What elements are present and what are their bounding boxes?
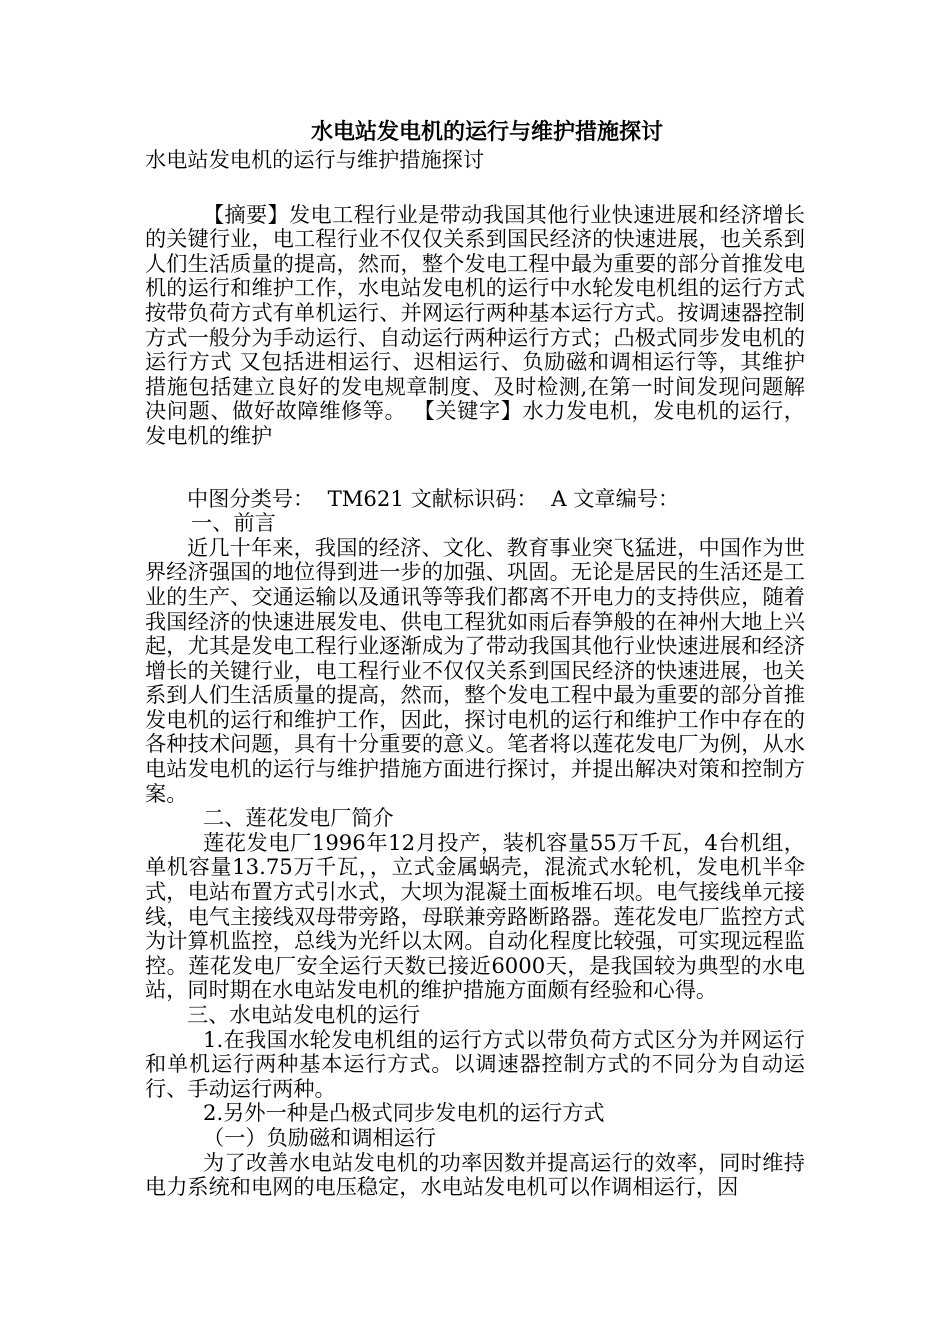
subsection-heading-1: （一）负励磁和调相运行 [203,1124,437,1150]
section-body-1: 近几十年来，我国的经济、文化、教育事业突飞猛进，中国作为世界经济强国的地位得到进一步的加强、巩固。无论是居民的生活还是工业的生产、交通运输以及通讯等等我们都离不开电力的支持供应，随着我国经济的快速进展发电、供电工程犹如雨后春笋般的在神州大地上兴起，尤其是发电工程行业逐渐成为了带动我国其他行业快速进展和经济增长的关键行业，电工程行业不仅仅关系到国民经济的快速进展，也关系到人们生活质量的提高，然而，整个发电工程中最为重要的部分首推发电机的运行和维护工作，因此，探讨电机的运行和维护工作中存在的各种技术问题，具有十分重要的意义。笔者将以莲花发电厂为例，从水电站发电机的运行与维护措施方面进行探讨，并提出解决对策和控制方案。 [145,534,805,806]
classification-line: 中图分类号： TM621 文献标识码： A 文章编号： [187,485,680,511]
list-item-2: 2.另外一种是凸极式同步发电机的运行方式 [203,1100,605,1126]
section-heading-3: 三、水电站发电机的运行 [187,1002,421,1027]
blank-line [145,449,805,473]
document-page [145,118,805,1200]
section-heading-2: 二、莲花发电厂简介 [203,805,394,831]
subsection-body-1: 为了改善水电站发电机的功率因数并提高运行的效率，同时维持电力系统和电网的电压稳定，水电站发电机可以作调相运行，因 [145,1149,805,1200]
abstract-paragraph: 【摘要】发电工程行业是带动我国其他行业快速进展和经济增长的关键行业，电工程行业不仅仅关系到国民经济的快速进展，也关系到人们生活质量的提高，然而，整个发电工程中最为重要的部分首推发电机的运行和维护工作，水电站发电机的运行中水轮发电机组的运行方式按带负荷方式有单机运行、并网运行两种基本运行方式。按调速器控制方式一般分为手动运行、自动运行两种运行方式；凸极式同步发电机的运行方式 又包括进相运行、迟相运行、负励磁和调相运行等，其维护措施包括建立良好的发电规章制度、及时检测,在第一时间发现问题解决问题、做好故障维修等。 【关键字】水力发电机，发电机的运行，发电机的维护 [145,201,805,448]
blank-line [145,173,805,197]
section-body-2: 莲花发电厂1996年12月投产，装机容量55万千瓦，4台机组，单机容量13.75万千瓦，，立式金属蜗壳，混流式水轮机，发电机半伞式，电站布置方式引水式，大坝为混凝土面板堆石坝。电气接线单元接线，电气主接线双母带旁路，母联兼旁路断路器。莲花发电厂监控方式为计算机监控，总线为光纤以太网。自动化程度比较强，可实现远程监控。莲花发电厂安全运行天数已接近6000天，是我国较为典型的水电站，同时期在水电站发电机的维护措施方面颇有经验和心得。 [145,829,805,1003]
document-title: 水电站发电机的运行与维护措施探讨 [310,120,663,145]
section-heading-1: 一、前言 [191,510,276,536]
document-subtitle: 水电站发电机的运行与维护措施探讨 [145,147,485,172]
list-item-1: 1.在我国水轮发电机组的运行方式以带负荷方式区分为并网运行和单机运行两种基本运行方式。以调速器控制方式的不同分为自动运行、手动运行两种。 [145,1026,805,1101]
